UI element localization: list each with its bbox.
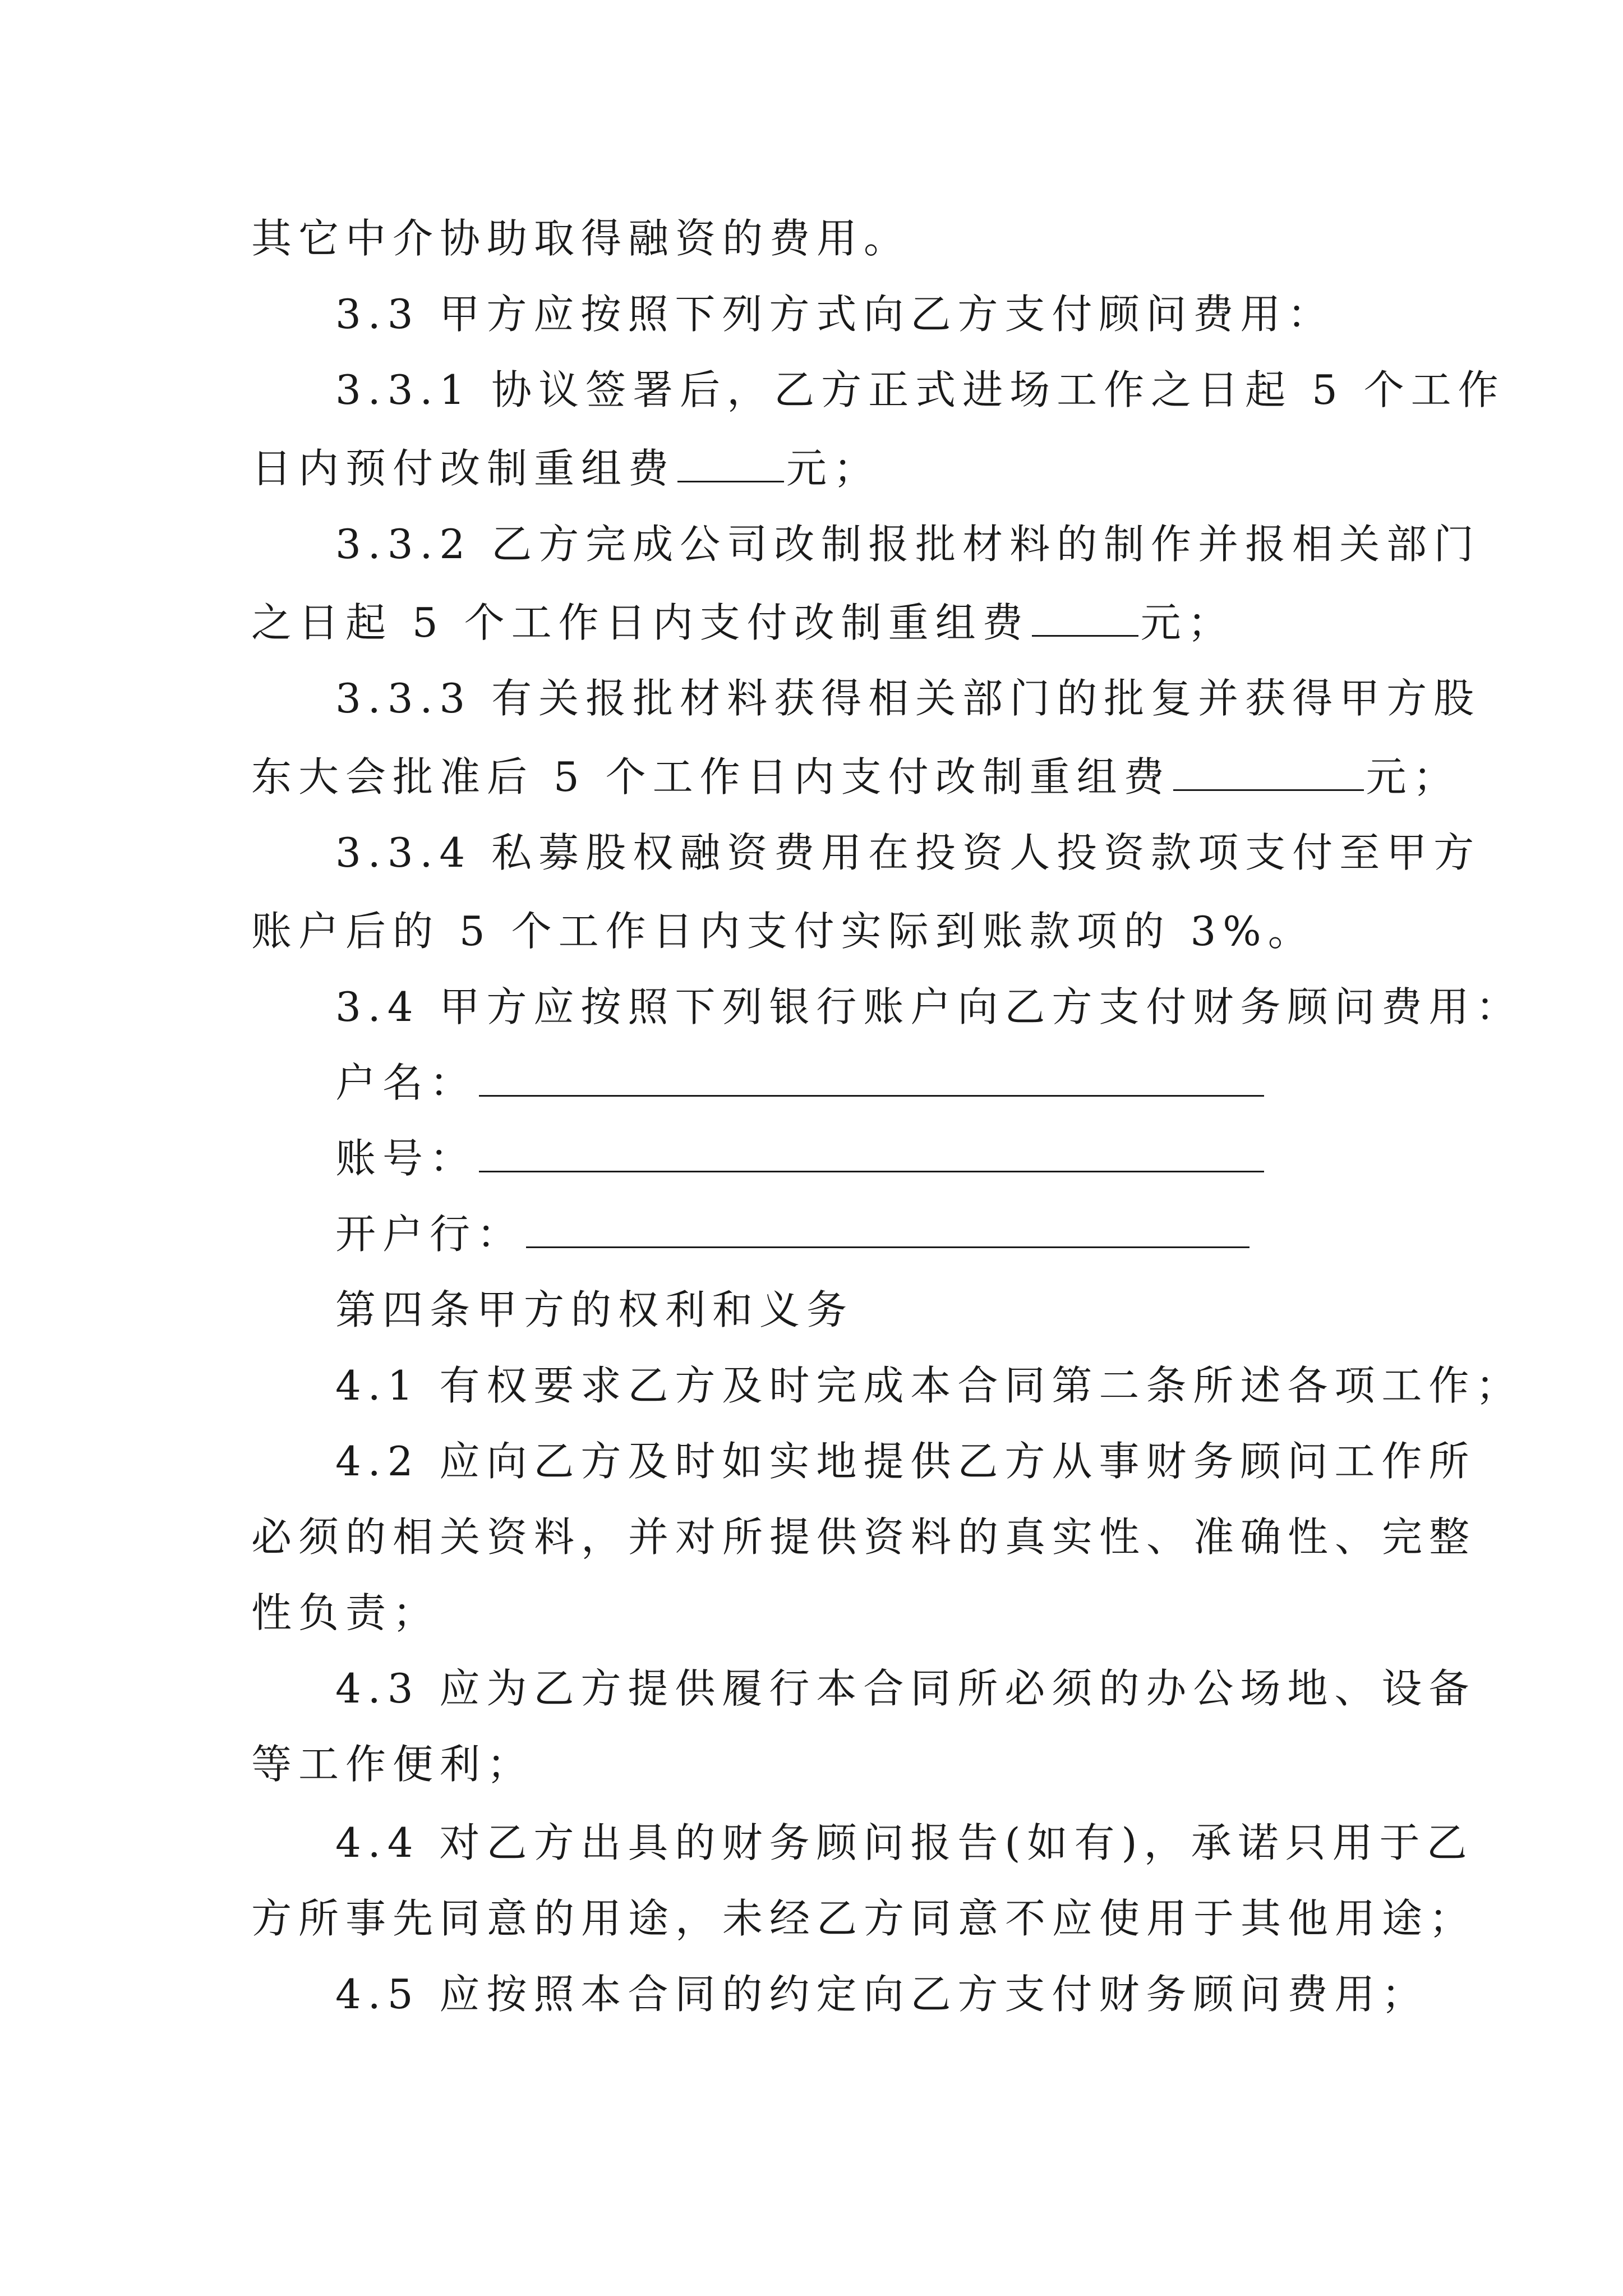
text-line: 其它中介协助取得融资的费用。 [251,215,911,262]
account-number-field [335,1130,1513,1186]
text-line: 等工作便利； [251,1741,534,1788]
text-line: 性负责； [251,1589,440,1636]
text-segment: 元； [1366,753,1460,800]
fill-in-blank[interactable] [526,1206,1249,1248]
text-line: 3.3.3 有关报批材料获得相关部门的批复并获得甲方股 [335,675,1481,722]
text-line: 4.1 有权要求乙方及时完成本合同第二条所述各项工作； [335,1362,1523,1409]
bank-field [335,1206,1513,1262]
text-line: 3.3.1 协议签署后，乙方正式进场工作之日起 5 个工作 [335,366,1505,413]
text-line: 3.4 甲方应按照下列银行账户向乙方支付财务顾问费用： [335,983,1523,1030]
fill-in-blank[interactable] [1032,595,1138,637]
text-segment: 东大会批准后 5 个工作日内支付改制重组费 [251,753,1171,800]
fill-in-blank[interactable] [1173,749,1364,791]
text-line: 4.4 对乙方出具的财务顾问报告(如有)，承诺只用于乙 [335,1819,1474,1866]
text-line: 账户后的 5 个工作日内支付实际到账款项的 3%。 [251,908,1315,955]
account-name-field [335,1055,1513,1111]
fill-in-blank[interactable] [479,1055,1264,1097]
text-line: 必须的相关资料，并对所提供资料的真实性、准确性、完整 [251,1513,1477,1561]
text-segment: 日内预付改制重组费 [251,445,676,492]
text-line: 4.2 应向乙方及时如实地提供乙方从事财务顾问工作所 [335,1438,1476,1485]
text-segment: 元； [786,445,881,492]
text-line: 方所事先同意的用途，未经乙方同意不应使用于其他用途； [251,1895,1477,1942]
text-line: 3.3.4 私募股权融资费用在投资人投资款项支付至甲方 [335,829,1481,876]
text-line: 4.5 应按照本合同的约定向乙方支付财务顾问费用； [335,1971,1429,2018]
text-line: 3.3.2 乙方完成公司改制报批材料的制作并报相关部门 [335,521,1481,568]
text-segment: 之日起 5 个工作日内支付改制重组费 [251,599,1030,646]
text-line-with-blank [251,440,1429,496]
text-line-with-blank [251,595,1429,651]
text-segment: 元； [1140,599,1235,646]
field-label: 开户行： [335,1211,524,1258]
text-line: 3.3 甲方应按照下列方式向乙方支付顾问费用： [335,291,1335,338]
text-line-with-blank [251,749,1460,805]
section-heading: 第四条甲方的权利和义务 [335,1286,854,1333]
field-label: 账号： [335,1135,477,1182]
fill-in-blank[interactable] [677,440,784,482]
field-label: 户名： [335,1059,477,1106]
fill-in-blank[interactable] [479,1130,1264,1172]
text-line: 4.3 应为乙方提供履行本合同所必须的办公场地、设备 [335,1665,1476,1712]
